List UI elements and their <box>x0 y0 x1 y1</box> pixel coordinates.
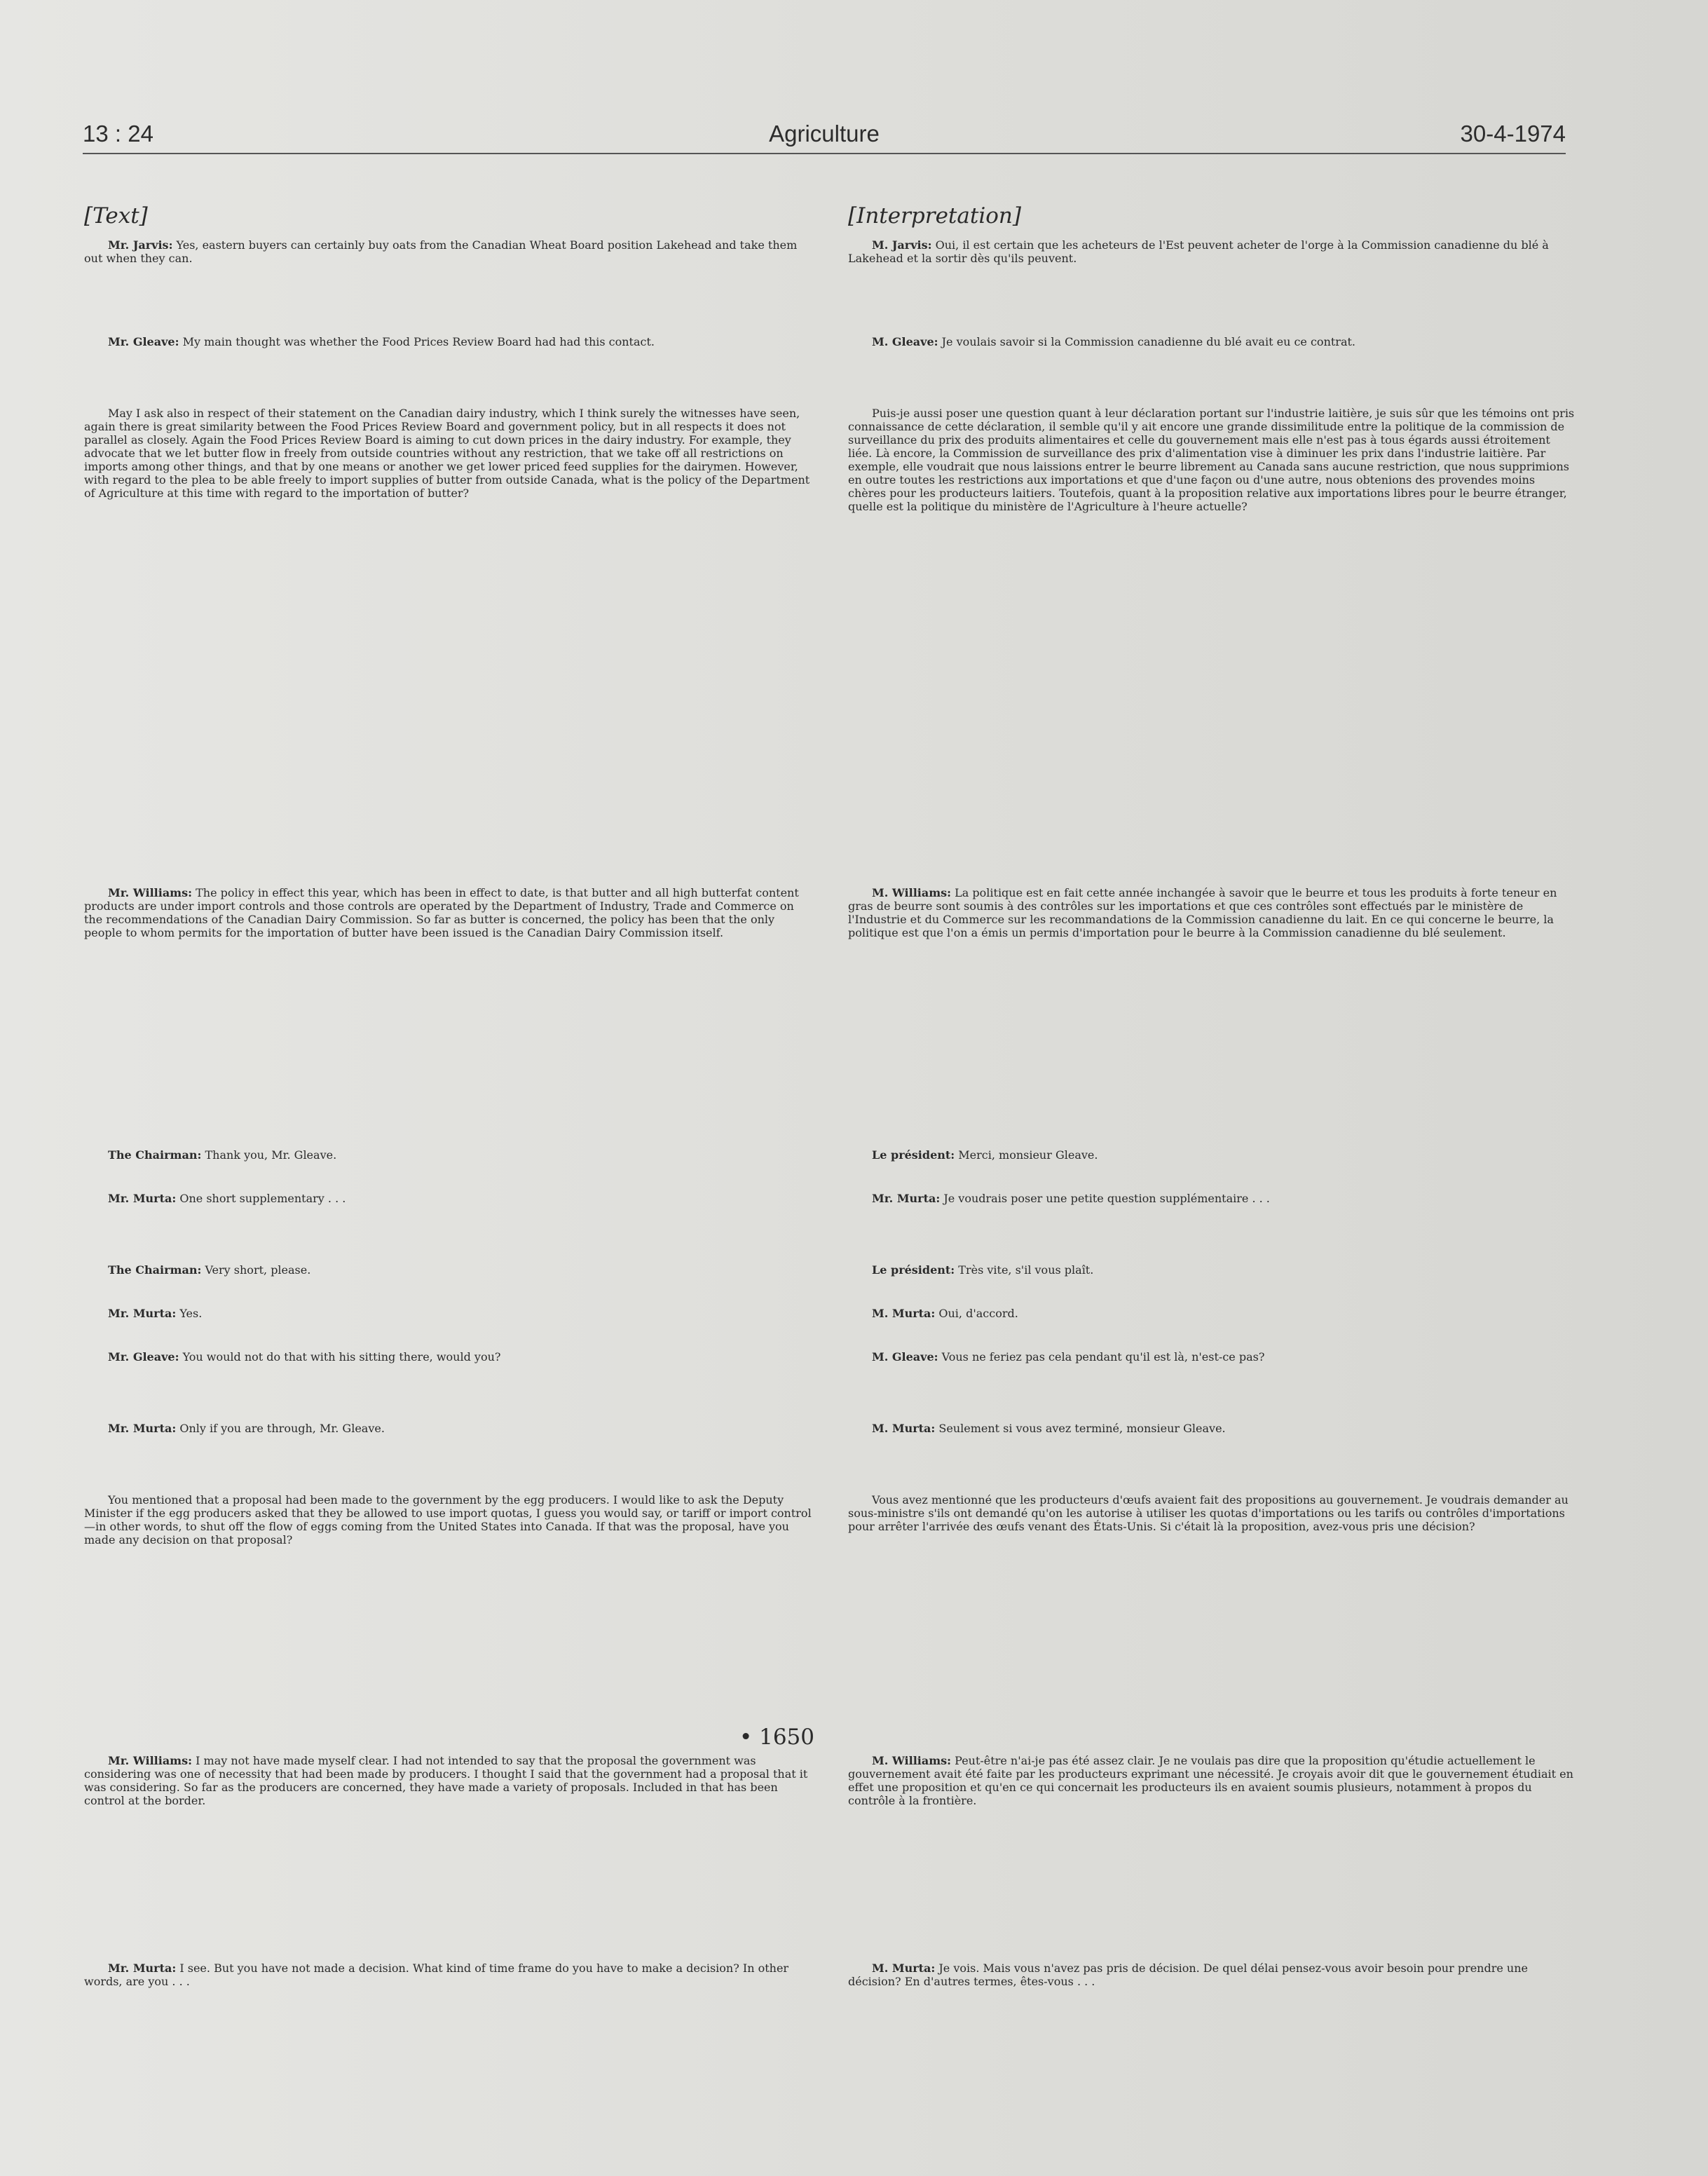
paragraph-en-12 <box>84 1754 813 1807</box>
speaker-name: Mr. Williams: <box>108 886 193 899</box>
paragraph-fr-4 <box>848 886 1576 939</box>
paragraph-fr-9 <box>848 1350 1576 1364</box>
paragraph-text: One short supplementary . . . <box>176 1192 346 1205</box>
paragraph-text: Je voudrais poser une petite question supplémentaire . . . <box>940 1192 1270 1205</box>
paragraph-text: Seulement si vous avez terminé, monsieur Gleave. <box>935 1422 1226 1435</box>
paragraph-text: Vous avez mentionné que les producteurs d'œufs avaient fait des propositions au gouvernement. Je voudrais demander au sous-ministre s'ils ont demandé qu'on les autorise à utiliser les quotas d'importations ou les tarifs ou contrôles d'importations pour arrêter l'arrivée des œufs venant des États-Unis. Si c'était là la proposition, avez-vous pris une décision? <box>848 1493 1569 1533</box>
paragraph-text: Oui, d'accord. <box>935 1307 1018 1320</box>
speaker-name: M. Murta: <box>872 1961 936 1975</box>
paragraph-en-3 <box>84 407 813 500</box>
paragraph-text: The policy in effect this year, which has been in effect to date, is that butter and all high butterfat content products are under import controls and those controls are operated by the Department of Industry, Trade and Commerce on the recommendations of the Canadian Dairy Commission. So far as butter is concerned, the policy has been that the only people to whom permits for the importation of butter have been issued is the Canadian Dairy Commission itself. <box>84 886 799 939</box>
paragraph-en-10 <box>84 1422 813 1435</box>
paragraph-text: Puis-je aussi poser une question quant à leur déclaration portant sur l'industrie laitière, je suis sûr que les témoins ont pris connaissance de cette déclaration, il semble qu'il y ait encore une grande dissimilitude entre la politique de la commission de surveillance du prix des produits alimentaires et celle du gouvernement mais elle n'est pas à tous égards aussi étroitement liée. Là encore, la Commission de surveillance des prix d'alimentation vise à diminuer les prix dans l'industrie laitière. Par exemple, elle voudrait que nous laissions entrer le beurre librement au Canada sans aucune restriction, que nous supprimions en outre toutes les restrictions aux importations et que d'une façon ou d'une autre, nous obtenions des provendes moins chères pour les producteurs laitiers. Toutefois, quant à la proposition relative aux importations libres pour le beurre étranger, quelle est la politique du ministère de l'Agriculture à l'heure actuelle? <box>848 407 1575 513</box>
paragraph-fr-6 <box>848 1192 1576 1205</box>
paragraph-text: Très vite, s'il vous plaît. <box>955 1263 1094 1277</box>
page-header <box>83 118 1566 154</box>
speaker-name: Mr. Jarvis: <box>108 238 173 252</box>
paragraph-en-5 <box>84 1148 813 1162</box>
paragraph-fr-1 <box>848 238 1576 265</box>
language-tag-text: [Text] <box>84 203 148 229</box>
paragraph-en-11 <box>84 1493 813 1546</box>
paragraph-en-4 <box>84 886 813 939</box>
paragraph-text: You would not do that with his sitting there, would you? <box>179 1350 501 1364</box>
paragraph-fr-2 <box>848 335 1576 348</box>
speaker-name: Mr. Murta: <box>108 1192 177 1205</box>
paragraph-fr-5 <box>848 1148 1576 1162</box>
speaker-name: M. Murta: <box>872 1422 936 1435</box>
speaker-name: M. Gleave: <box>872 1350 938 1364</box>
speaker-name: M. Gleave: <box>872 335 938 348</box>
time-marker: • 1650 <box>739 1725 814 1750</box>
paragraph-text: Only if you are through, Mr. Gleave. <box>176 1422 385 1435</box>
running-title: Agriculture <box>769 121 880 147</box>
paragraph-text: Very short, please. <box>201 1263 311 1277</box>
paragraph-en-7 <box>84 1263 813 1277</box>
paragraph-fr-13 <box>848 1961 1576 1988</box>
paragraph-en-1 <box>84 238 813 265</box>
speaker-name: Mr. Murta: <box>108 1307 177 1320</box>
paragraph-text: My main thought was whether the Food Prices Review Board had had this contact. <box>179 335 655 348</box>
speaker-name: The Chairman: <box>108 1148 202 1162</box>
paragraph-en-13 <box>84 1961 813 1988</box>
paragraph-fr-8 <box>848 1307 1576 1320</box>
paragraph-text: Vous ne feriez pas cela pendant qu'il est là, n'est-ce pas? <box>938 1350 1265 1364</box>
speaker-name: Le président: <box>872 1263 955 1277</box>
speaker-name: Mr. Gleave: <box>108 1350 179 1364</box>
paragraph-text: La politique est en fait cette année inchangée à savoir que le beurre et tous les produits à forte teneur en gras de beurre sont soumis à des contrôles sur les importations et que ces contrôles sont effectués par le ministère de l'Industrie et du Commerce sur les recommandations de la Commission canadienne du lait. En ce qui concerne le beurre, la politique est que l'on a émis un permis d'importation pour le beurre à la Commission canadienne du blé seulement. <box>848 886 1557 939</box>
speaker-name: Mr. Gleave: <box>108 335 179 348</box>
paragraph-text: Thank you, Mr. Gleave. <box>201 1148 337 1162</box>
paragraph-fr-7 <box>848 1263 1576 1277</box>
paragraph-text: Yes, eastern buyers can certainly buy oats from the Canadian Wheat Board position Lakehead and take them out when they can. <box>84 238 798 265</box>
speaker-name: M. Murta: <box>872 1307 936 1320</box>
paragraph-text: Merci, monsieur Gleave. <box>955 1148 1098 1162</box>
speaker-name: M. Williams: <box>872 1754 952 1767</box>
speaker-name: Mr. Williams: <box>108 1754 193 1767</box>
paragraph-fr-10 <box>848 1422 1576 1435</box>
paragraph-fr-12 <box>848 1754 1576 1807</box>
paragraph-text: I see. But you have not made a decision. What kind of time frame do you have to make a decision? In other words, are you . . . <box>84 1961 789 1988</box>
paragraph-text: Je vois. Mais vous n'avez pas pris de décision. De quel délai pensez-vous avoir besoin pour prendre une décision? En d'autres termes, êtes-vous . . . <box>848 1961 1529 1988</box>
speaker-name: Mr. Murta: <box>108 1961 177 1975</box>
paragraph-en-2 <box>84 335 813 348</box>
paragraph-fr-3 <box>848 407 1576 513</box>
paragraph-en-6 <box>84 1192 813 1205</box>
paragraph-en-9 <box>84 1350 813 1364</box>
header-date: 30-4-1974 <box>1460 121 1566 147</box>
speaker-name: The Chairman: <box>108 1263 202 1277</box>
paragraph-text: I may not have made myself clear. I had not intended to say that the proposal the government was considering was one of necessity that had been made by producers. I thought I said that the government had a proposal that it was considering. So far as the producers are concerned, they have made a variety of proposals. Included in that has been control at the border. <box>84 1754 808 1807</box>
speaker-name: M. Williams: <box>872 886 952 899</box>
paragraph-fr-11 <box>848 1493 1576 1533</box>
paragraph-text: Yes. <box>176 1307 203 1320</box>
paragraph-text: Je voulais savoir si la Commission canadienne du blé avait eu ce contrat. <box>938 335 1355 348</box>
paragraph-text: Oui, il est certain que les acheteurs de l'Est peuvent acheter de l'orge à la Commission canadienne du blé à Lakehead et la sortir dès qu'ils peuvent. <box>848 238 1549 265</box>
paragraph-text: Peut-être n'ai-je pas été assez clair. Je ne voulais pas dire que la proposition qu'étudie actuellement le gouvernement avait été faite par les producteurs exprimant une nécessité. Je croyais avoir dit que le gouvernement étudiait en effet une proposition et qu'en ce qui concernait les producteurs ils en avaient soumis plusieurs, notamment à propos du contrôle à la frontière. <box>848 1754 1573 1807</box>
speaker-name: Le président: <box>872 1148 955 1162</box>
page-number: 13 : 24 <box>83 121 153 147</box>
speaker-name: Mr. Murta: <box>872 1192 941 1205</box>
speaker-name: M. Jarvis: <box>872 238 932 252</box>
language-tag-interpretation: [Interpretation] <box>848 203 1021 229</box>
paragraph-text: You mentioned that a proposal had been made to the government by the egg producers. I would like to ask the Deputy Minister if the egg producers asked that they be allowed to use import quotas, I guess you would say, or tariff or import control—in other words, to shut off the flow of eggs coming from the United States into Canada. If that was the proposal, have you made any decision on that proposal? <box>84 1493 812 1546</box>
paragraph-en-8 <box>84 1307 813 1320</box>
speaker-name: Mr. Murta: <box>108 1422 177 1435</box>
paragraph-text: May I ask also in respect of their statement on the Canadian dairy industry, which I think surely the witnesses have seen, again there is great similarity between the Food Prices Review Board and government policy, but in all respects it does not parallel as closely. Again the Food Prices Review Board is aiming to cut down prices in the dairy industry. For example, they advocate that we let butter flow in freely from outside countries without any restriction, that we take off all restrictions on imports among other things, and that by one means or another we get lower priced feed supplies for the dairymen. However, with regard to the plea to be able freely to import supplies of butter from outside Canada, what is the policy of the Department of Agriculture at this time with regard to the importation of butter? <box>84 407 810 500</box>
